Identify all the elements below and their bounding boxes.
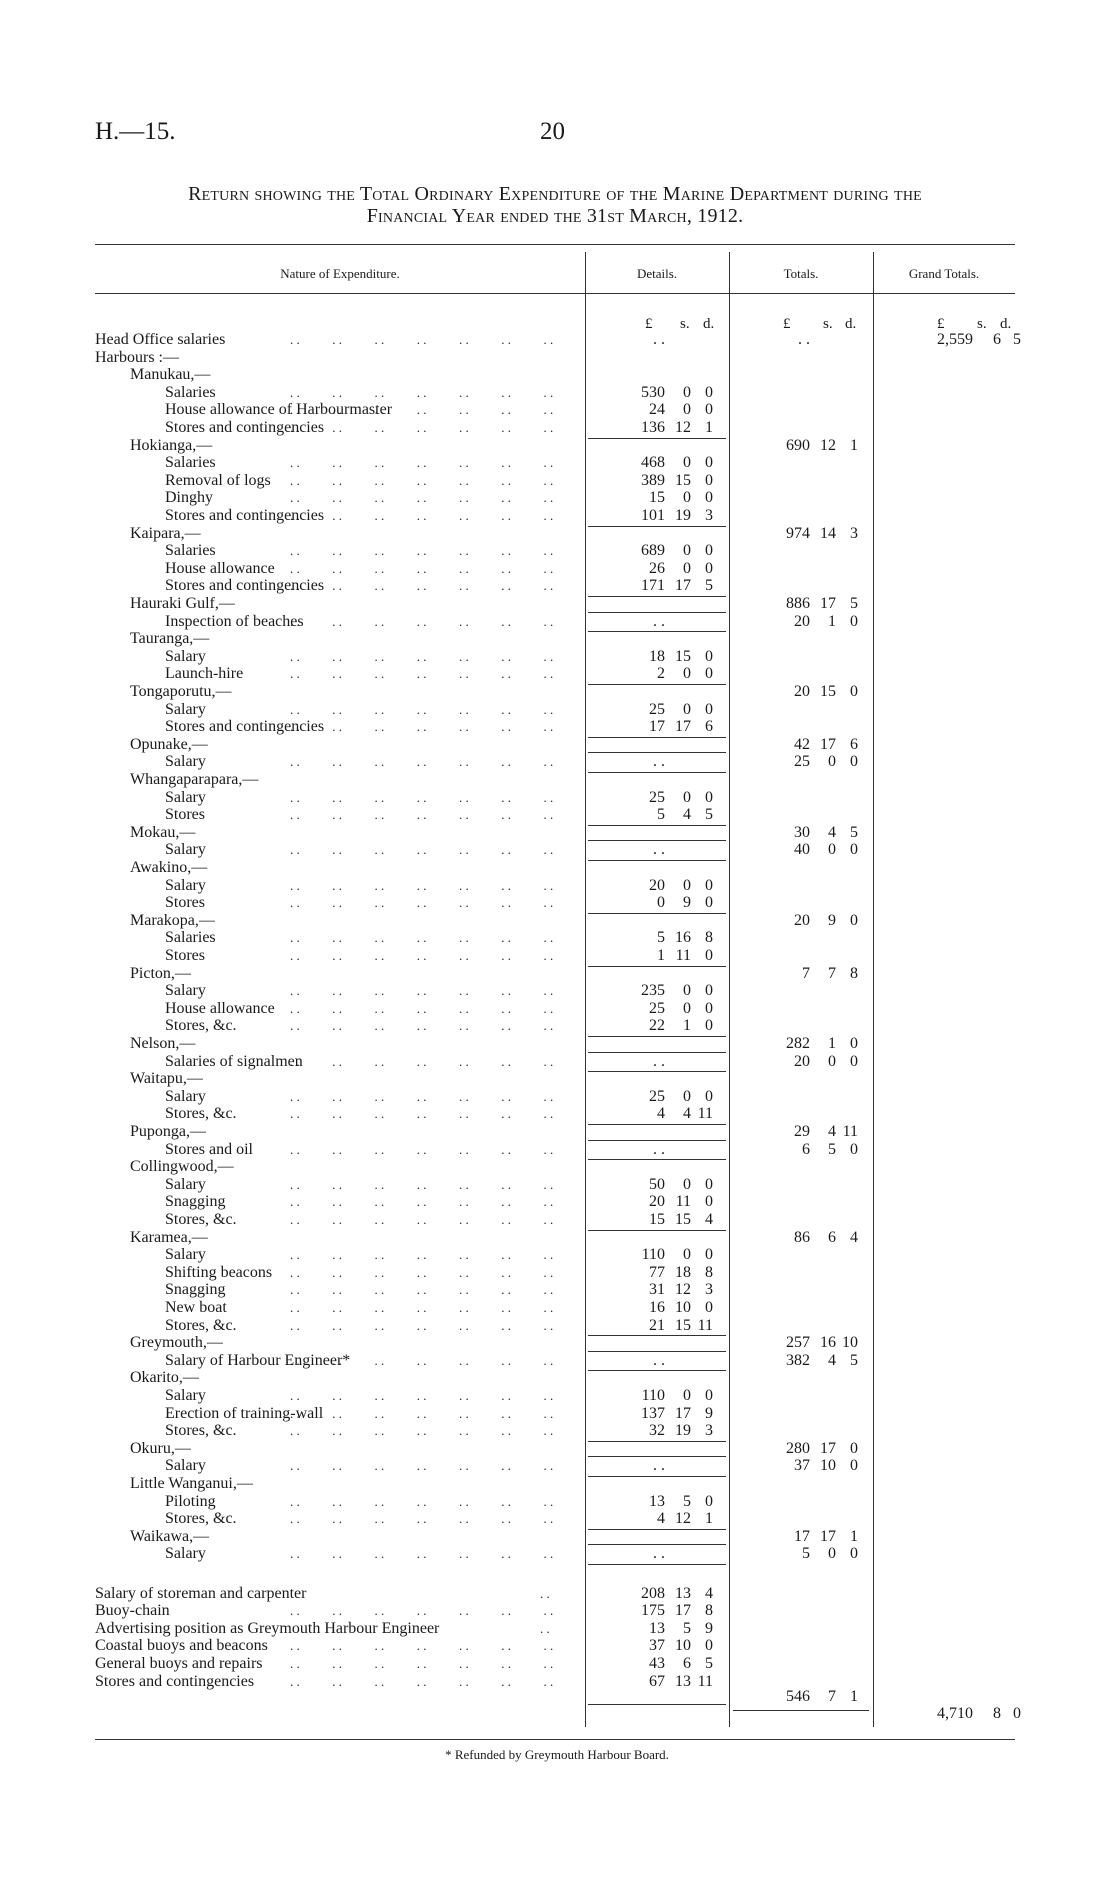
table-row: Stores . . 1 11 0: [0, 947, 1114, 965]
table-row: Salary . . 110 0 0: [0, 1387, 1114, 1405]
row-label: Stores and contingencies: [165, 419, 325, 436]
table-row: Puponga,— 29 4 11: [130, 1123, 858, 1140]
group-rule: [588, 1052, 726, 1053]
table-row: Salary . . . . 37 10 0: [0, 1457, 1114, 1475]
table-row: Stores and contingencies . . 67 13 11: [0, 1673, 1114, 1691]
leader-dots: [290, 929, 580, 947]
page-title: [95, 183, 1015, 227]
table-row: Salary . . . . 25 0 0: [0, 753, 1114, 771]
row-label: Salaries of signalmen: [165, 1052, 303, 1070]
table-row: Salaries . . 5 16 8: [0, 929, 1114, 947]
table-row: Salary . . 20 0 0: [0, 877, 1114, 895]
table-row: Kaipara,— 974 14 3: [130, 524, 858, 542]
row-label: Waikawa,—: [130, 1527, 210, 1545]
header-grand-totals: Grand Totals.: [908, 266, 980, 281]
row-label: Greymouth,—: [130, 1334, 223, 1352]
table-row: Karamea,— 86 6 4: [130, 1228, 858, 1246]
table-row: [0, 349, 1114, 367]
table-row: Stores, &c. . . 15 15 4: [0, 1211, 1114, 1229]
table-row: Stores and contingencies . . 17 17 6: [0, 718, 1114, 736]
header-details: Details.: [636, 266, 678, 281]
leader-dots: [290, 982, 580, 1000]
row-label: Salary of Harbour Engineer*: [165, 1351, 351, 1369]
table-row: [0, 859, 1114, 877]
table-row: Salary . . 25 0 0: [0, 1088, 1114, 1106]
table-row: Stores, &c. . . 4 4 11: [0, 1105, 1114, 1123]
leader-dots: [290, 489, 580, 507]
row-label: Buoy-chain: [95, 1602, 170, 1620]
table-row: [0, 1475, 1114, 1493]
table-row: Stores . . 0 9 0: [0, 894, 1114, 912]
leader-dots: [540, 1585, 580, 1603]
table-row: Advertising position as Greymouth Harbour Engineer . . 13 5 9: [0, 1620, 1114, 1638]
row-label: Salary: [165, 700, 206, 718]
table-row: Hauraki Gulf,— 886 17 5: [130, 595, 858, 612]
leader-dots: [290, 1193, 580, 1211]
row-label: Stores, &c.: [165, 1422, 237, 1440]
leader-dots: [290, 947, 580, 965]
row-label: Salary: [165, 982, 206, 1000]
page-number: 20: [540, 118, 565, 145]
row-label: Harbours :—: [95, 348, 179, 366]
row-label: Hauraki Gulf,—: [130, 595, 235, 612]
table-row: Salary . . . . 5 0 0: [0, 1545, 1114, 1563]
leader-dots: [290, 419, 580, 437]
row-label: Tauranga,—: [130, 630, 210, 648]
row-label: Salary: [165, 1246, 206, 1264]
leader-dots: [290, 1387, 580, 1405]
leader-dots: [290, 753, 580, 771]
group-rule: [588, 840, 726, 841]
row-label: Whangaparapara,—: [130, 771, 259, 788]
row-label: Salaries: [165, 383, 216, 401]
leader-dots: [290, 1299, 580, 1317]
leader-dots: [290, 401, 580, 419]
row-label: House allowance: [165, 999, 275, 1017]
table-row: Stores and contingencies . . 171 17 5: [0, 577, 1114, 595]
title-line-1: Return showing the Total Ordinary Expenditure of the Marine Department during the: [188, 183, 922, 205]
table-row: Salaries . . 468 0 0: [0, 454, 1114, 472]
row-label: Stores, &c.: [165, 1316, 237, 1334]
leader-dots: [290, 1493, 580, 1511]
details-unit-d: d.: [703, 316, 715, 332]
table-row: Snagging . . 31 12 3: [0, 1281, 1114, 1299]
footnote: * Refunded by Greymouth Harbour Board.: [445, 1747, 669, 1762]
leader-dots: [290, 1088, 580, 1106]
details-unit-pound: £: [645, 316, 653, 332]
row-label: Stores, &c.: [165, 1510, 237, 1528]
row-label: Stores: [165, 894, 205, 912]
title-line-2: Financial Year ended the 31st March, 1912.: [366, 205, 744, 227]
leader-dots: [290, 1246, 580, 1264]
header-bottom-rule: [95, 293, 1015, 294]
leader-dots: [290, 806, 580, 824]
leader-dots: [290, 1281, 580, 1299]
row-label: Stores, &c.: [165, 1211, 237, 1228]
table-row: Launch-hire . . 2 0 0: [0, 665, 1114, 683]
row-label: Salaries: [165, 542, 216, 560]
row-label: Stores: [165, 947, 205, 964]
row-label: Stores and contingencies: [165, 507, 325, 524]
table-row: [0, 366, 1114, 384]
leader-dots: [540, 1620, 580, 1638]
row-label: Manukau,—: [130, 366, 211, 384]
row-label: Snagging: [165, 1281, 226, 1299]
row-label: Salary: [165, 1175, 206, 1193]
header-totals: Totals.: [783, 266, 819, 281]
row-label: Salary: [165, 841, 206, 859]
row-label: Karamea,—: [130, 1228, 208, 1246]
row-label: Dinghy: [165, 489, 213, 507]
details-unit-s: s.: [680, 316, 690, 332]
row-label: Erection of training-wall: [165, 1404, 324, 1422]
leader-dots: [290, 789, 580, 807]
row-label: Salary: [165, 1387, 206, 1404]
leader-dots: [290, 894, 580, 912]
row-label: Collingwood,—: [130, 1158, 234, 1176]
row-label: Salary: [165, 1545, 206, 1563]
table-row: Stores and contingencies . . 136 12 1: [0, 419, 1114, 437]
header-nature: Nature of Expenditure.: [280, 266, 400, 281]
row-label: Removal of logs: [165, 471, 271, 489]
leader-dots: [290, 1673, 580, 1691]
row-label: Salary: [165, 876, 206, 894]
row-label: Launch-hire: [165, 665, 244, 683]
leader-dots: [290, 1000, 580, 1018]
table-row: Snagging . . 20 11 0: [0, 1193, 1114, 1211]
row-label: Okarito,—: [130, 1369, 199, 1387]
table-row: Salary of storeman and carpenter . . 208 13 4: [0, 1585, 1114, 1603]
row-label: Snagging: [165, 1193, 226, 1211]
table-row: Salaries . . 689 0 0: [0, 542, 1114, 560]
row-label: Inspection of beaches: [165, 612, 304, 630]
table-row: Salaries . . 530 0 0: [0, 384, 1114, 402]
leader-dots: [290, 384, 580, 402]
row-label: Salary: [165, 647, 206, 665]
leader-dots: [290, 560, 580, 578]
row-label: Puponga,—: [130, 1123, 206, 1140]
table-row: [0, 630, 1114, 648]
group-rule: [588, 1544, 726, 1545]
leader-dots: [290, 665, 580, 683]
leader-dots: [290, 718, 580, 736]
row-label: Opunake,—: [130, 735, 208, 753]
row-label: Stores and oil: [165, 1140, 253, 1158]
row-label: Picton,—: [130, 964, 191, 982]
row-label: Salaries: [165, 454, 216, 472]
leader-dots: [290, 877, 580, 895]
leader-dots: [290, 1510, 580, 1528]
table-row: Salary . . 25 0 0: [0, 701, 1114, 719]
table-row: Coastal buoys and beacons . . 37 10 0: [0, 1637, 1114, 1655]
table-row: Picton,— 7 7 8: [130, 964, 858, 982]
leader-dots: [290, 1655, 580, 1673]
table-row: Erection of training-wall . . 137 17 9: [0, 1405, 1114, 1423]
table-row: Shifting beacons . . 77 18 8: [0, 1264, 1114, 1282]
leader-dots: [290, 1602, 580, 1620]
row-label: Piloting: [165, 1492, 216, 1510]
leader-dots: [290, 472, 580, 490]
table-row: Tongaporutu,— 20 15 0: [130, 683, 858, 700]
table-row: Okuru,— 280 17 0: [130, 1439, 858, 1457]
row-label: Stores and contingencies: [165, 718, 325, 736]
table-row: House allowance . . 26 0 0: [0, 560, 1114, 578]
row-label: Awakino,—: [130, 859, 208, 876]
group-rule: [588, 612, 726, 613]
row-label: Tongaporutu,—: [130, 683, 232, 700]
table-row: Salary . . 110 0 0: [0, 1246, 1114, 1264]
group-rule: [588, 752, 726, 753]
table-row: Dinghy . . 15 0 0: [0, 489, 1114, 507]
leader-dots: [290, 1211, 580, 1229]
row-label: Marakopa,—: [130, 911, 215, 929]
row-label: Little Wanganui,—: [130, 1475, 253, 1492]
totals-sum-rule: [733, 1710, 869, 1711]
table-row: [0, 1158, 1114, 1176]
table-top-rule: [95, 244, 1015, 245]
row-label: Salary: [165, 753, 206, 771]
row-label: Advertising position as Greymouth Harbour Engineer: [95, 1619, 440, 1637]
grand-unit-d: d.: [1000, 316, 1012, 332]
table-row: Piloting . . 13 5 0: [0, 1493, 1114, 1511]
leader-dots: [290, 1405, 580, 1423]
totals-unit-d: d.: [845, 316, 857, 332]
row-label: Kaipara,—: [130, 524, 201, 542]
table-row: [0, 1070, 1114, 1088]
table-row: Salary . . 235 0 0: [0, 982, 1114, 1000]
totals-unit-s: s.: [823, 316, 833, 332]
group-rule: [588, 1140, 726, 1141]
leader-dots: [290, 454, 580, 472]
table-row: Salary . . . . 40 0 0: [0, 841, 1114, 859]
leader-dots: [290, 648, 580, 666]
leader-dots: [290, 1422, 580, 1440]
leader-dots: [290, 613, 580, 631]
table-row: Salary . . 50 0 0: [0, 1176, 1114, 1194]
table-row: Stores, &c. . . 22 1 0: [0, 1017, 1114, 1035]
table-row: Inspection of beaches . . . . 20 1 0: [0, 613, 1114, 631]
table-row: Buoy-chain . . 175 17 8: [0, 1602, 1114, 1620]
leader-dots: [290, 1545, 580, 1563]
table-bottom-rule: [95, 1739, 1015, 1740]
row-label: Stores, &c.: [165, 1105, 237, 1123]
row-label: Stores: [165, 806, 205, 824]
table-row: [0, 1369, 1114, 1387]
row-label: Coastal buoys and beacons: [95, 1637, 268, 1655]
row-label: Salary: [165, 788, 206, 806]
table-row: Head Office salaries . . . . . . 2,559 6 5: [0, 331, 1114, 349]
table-row: Stores, &c. . . 21 15 11: [0, 1317, 1114, 1335]
row-label: Salaries: [165, 929, 216, 947]
table-row: Greymouth,— 257 16 10: [130, 1334, 858, 1352]
row-label: Stores, &c.: [165, 1017, 237, 1035]
table-row: House allowance . . 25 0 0: [0, 1000, 1114, 1018]
group-rule: [588, 1351, 726, 1352]
leader-dots: [290, 1017, 580, 1035]
leader-dots: [290, 1352, 580, 1370]
leader-dots: [290, 577, 580, 595]
leader-dots: [290, 542, 580, 560]
table-row: Nelson,— 282 1 0: [130, 1035, 858, 1052]
row-label: New boat: [165, 1299, 227, 1316]
row-label: Salary: [165, 1087, 206, 1105]
table-row: Removal of logs . . 389 15 0: [0, 472, 1114, 490]
table-row: New boat . . 16 10 0: [0, 1299, 1114, 1317]
table-row: [0, 771, 1114, 789]
table-row: Waikawa,— 17 17 1: [130, 1527, 858, 1545]
row-label: General buoys and repairs: [95, 1655, 263, 1672]
row-label: Salary of storeman and carpenter: [95, 1584, 307, 1602]
table-row: Marakopa,— 20 9 0: [130, 911, 858, 929]
row-label: House allowance: [165, 559, 275, 577]
row-label: Shifting beacons: [165, 1263, 273, 1281]
leader-dots: [290, 1457, 580, 1475]
row-label: Waitapu,—: [130, 1070, 203, 1088]
grand-unit-s: s.: [977, 316, 987, 332]
table-row: Salary . . 25 0 0: [0, 789, 1114, 807]
row-label: Mokau,—: [130, 823, 196, 841]
row-label: Hokianga,—: [130, 436, 213, 454]
table-row: Stores and contingencies . . 101 19 3: [0, 507, 1114, 525]
leader-dots: [290, 1053, 580, 1071]
row-label: Head Office salaries: [95, 331, 226, 348]
group-rule: [588, 1704, 726, 1705]
leader-dots: [290, 1264, 580, 1282]
table-row: Stores, &c. . . 32 19 3: [0, 1422, 1114, 1440]
table-row: General buoys and repairs . . 43 6 5: [0, 1655, 1114, 1673]
row-label: Stores and contingencies: [95, 1672, 255, 1690]
leader-dots: [290, 507, 580, 525]
table-row: House allowance of Harbourmaster . . 24 0 0: [0, 401, 1114, 419]
leader-dots: [290, 1105, 580, 1123]
totals-unit-pound: £: [783, 316, 791, 332]
row-label: Nelson,—: [130, 1035, 196, 1052]
leader-dots: [290, 1176, 580, 1194]
table-row: Stores . . 5 4 5: [0, 806, 1114, 824]
table-row: Stores and oil . . . . 6 5 0: [0, 1141, 1114, 1159]
table-row: Hokianga,— 690 12 1: [130, 436, 858, 454]
grand-unit-pound: £: [937, 316, 945, 332]
row-label: House allowance of Harbourmaster: [165, 401, 393, 419]
group-rule: [588, 1456, 726, 1457]
page-reference: H.—15.: [95, 118, 176, 145]
leader-dots: [290, 1637, 580, 1655]
table-row: Opunake,— 42 17 6: [130, 735, 858, 753]
leader-dots: [290, 1317, 580, 1335]
row-label: Stores and contingencies: [165, 577, 325, 595]
table-row: Stores, &c. . . 4 12 1: [0, 1510, 1114, 1528]
table-row: Salary . . 18 15 0: [0, 648, 1114, 666]
table-row: Mokau,— 30 4 5: [130, 823, 858, 841]
leader-dots: [290, 841, 580, 859]
table-row: [0, 1563, 1114, 1581]
table-row: Salary of Harbour Engineer* . . . . 382 4 5: [0, 1352, 1114, 1370]
leader-dots: [290, 331, 580, 349]
table-row: Salaries of signalmen . . . . 20 0 0: [0, 1053, 1114, 1071]
leader-dots: [290, 701, 580, 719]
row-label: Salary: [165, 1457, 206, 1475]
leader-dots: [290, 1141, 580, 1159]
row-label: Okuru,—: [130, 1439, 191, 1457]
